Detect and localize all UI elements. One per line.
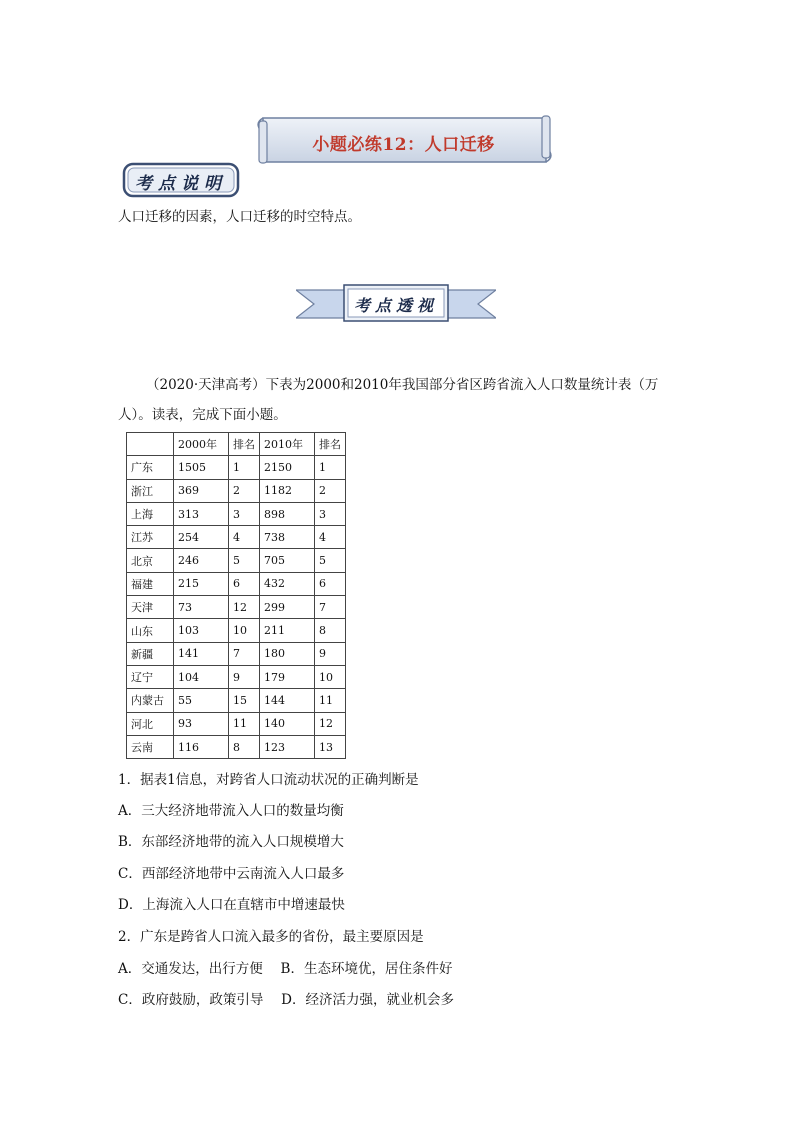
table-row (127, 689, 346, 712)
page-title: 小题必练12：人口迁移 (312, 135, 495, 155)
table-cell: 1182 (260, 479, 315, 502)
table-cell: 211 (260, 619, 315, 642)
table-cell: 3 (315, 502, 346, 525)
table-cell: 2150 (260, 456, 315, 479)
table-cell: 浙江 (127, 479, 174, 502)
table-cell: 432 (260, 572, 315, 595)
section-ribbon-perspective (296, 284, 496, 324)
table-cell: 116 (174, 735, 229, 758)
table-cell: 73 (174, 596, 229, 619)
table-cell: 123 (260, 735, 315, 758)
question-1-option-c: C．西部经济地带中云南流入人口最多 (118, 866, 345, 882)
table-cell: 7 (229, 642, 260, 665)
table-row (127, 456, 346, 479)
table-row (127, 572, 346, 595)
table-cell: 13 (315, 735, 346, 758)
table-cell: 8 (315, 619, 346, 642)
table-cell: 山东 (127, 619, 174, 642)
table-row (127, 549, 346, 572)
table-header-cell: 2010年 (260, 433, 315, 456)
table-cell: 江苏 (127, 526, 174, 549)
table-cell: 1505 (174, 456, 229, 479)
table-cell: 246 (174, 549, 229, 572)
table-row (127, 712, 346, 735)
table-header-cell: 排名 (229, 433, 260, 456)
table-row (127, 735, 346, 758)
section-label: 考点说明 (135, 174, 227, 194)
table-row (127, 502, 346, 525)
table-cell: 天津 (127, 596, 174, 619)
table-cell: 103 (174, 619, 229, 642)
table-cell: 云南 (127, 735, 174, 758)
table-cell: 179 (260, 665, 315, 688)
table-cell: 313 (174, 502, 229, 525)
table-cell: 6 (315, 572, 346, 595)
table-cell: 104 (174, 665, 229, 688)
table-cell: 福建 (127, 572, 174, 595)
question-1-option-b: B．东部经济地带的流入人口规模增大 (118, 834, 344, 850)
table-cell: 180 (260, 642, 315, 665)
table-cell: 141 (174, 642, 229, 665)
section-badge-explanation (122, 162, 240, 198)
table-header-cell (127, 433, 174, 456)
question-intro-line-2: 人）。读表，完成下面小题。 (118, 407, 287, 423)
table-cell: 上海 (127, 502, 174, 525)
table-cell: 140 (260, 712, 315, 735)
table-cell: 55 (174, 689, 229, 712)
question-1-option-a: A．三大经济地带流入人口的数量均衡 (118, 803, 344, 819)
question-intro-line-1: （2020·天津高考）下表为2000和2010年我国部分省区跨省流入人口数量统计表（万 (146, 377, 659, 393)
table-row (127, 665, 346, 688)
table-cell: 内蒙古 (127, 689, 174, 712)
table-row (127, 619, 346, 642)
table-cell: 广东 (127, 456, 174, 479)
table-header-cell: 2000年 (174, 433, 229, 456)
table-cell: 144 (260, 689, 315, 712)
question-2-options-cd: C．政府鼓励，政策引导 D．经济活力强，就业机会多 (118, 992, 454, 1008)
table-row (127, 596, 346, 619)
table-cell: 河北 (127, 712, 174, 735)
table-cell: 299 (260, 596, 315, 619)
table-cell: 8 (229, 735, 260, 758)
table-cell: 辽宁 (127, 665, 174, 688)
table-cell: 705 (260, 549, 315, 572)
table-cell: 254 (174, 526, 229, 549)
table-cell: 93 (174, 712, 229, 735)
table-cell: 738 (260, 526, 315, 549)
table-cell: 215 (174, 572, 229, 595)
section-label: 考点透视 (353, 296, 438, 315)
title-banner (255, 113, 552, 167)
table-cell: 4 (229, 526, 260, 549)
question-2-stem: 2．广东是跨省人口流入最多的省份，最主要原因是 (118, 929, 424, 945)
table-cell: 10 (315, 665, 346, 688)
table-cell: 5 (315, 549, 346, 572)
table-cell: 7 (315, 596, 346, 619)
table-cell: 11 (315, 689, 346, 712)
table-cell: 9 (315, 642, 346, 665)
table-cell: 5 (229, 549, 260, 572)
question-1-stem: 1．据表1信息，对跨省人口流动状况的正确判断是 (118, 772, 419, 788)
table-cell: 11 (229, 712, 260, 735)
question-1-option-d: D．上海流入人口在直辖市中增速最快 (118, 897, 345, 913)
population-table (126, 432, 346, 759)
table-header-cell: 排名 (315, 433, 346, 456)
table-cell: 898 (260, 502, 315, 525)
table-cell: 3 (229, 502, 260, 525)
table-cell: 新疆 (127, 642, 174, 665)
table-row (127, 526, 346, 549)
table-cell: 12 (229, 596, 260, 619)
table-row (127, 642, 346, 665)
table-cell: 9 (229, 665, 260, 688)
table-cell: 1 (229, 456, 260, 479)
table-cell: 12 (315, 712, 346, 735)
table-cell: 2 (315, 479, 346, 502)
section-description: 人口迁移的因素，人口迁移的时空特点。 (118, 209, 361, 225)
table-row (127, 479, 346, 502)
table-cell: 15 (229, 689, 260, 712)
table-cell: 北京 (127, 549, 174, 572)
table-cell: 1 (315, 456, 346, 479)
question-2-options-ab: A．交通发达，出行方便 B．生态环境优，居住条件好 (118, 961, 453, 977)
table-header-row (127, 433, 346, 456)
table-cell: 10 (229, 619, 260, 642)
table-cell: 4 (315, 526, 346, 549)
table-cell: 369 (174, 479, 229, 502)
table-cell: 2 (229, 479, 260, 502)
table-cell: 6 (229, 572, 260, 595)
